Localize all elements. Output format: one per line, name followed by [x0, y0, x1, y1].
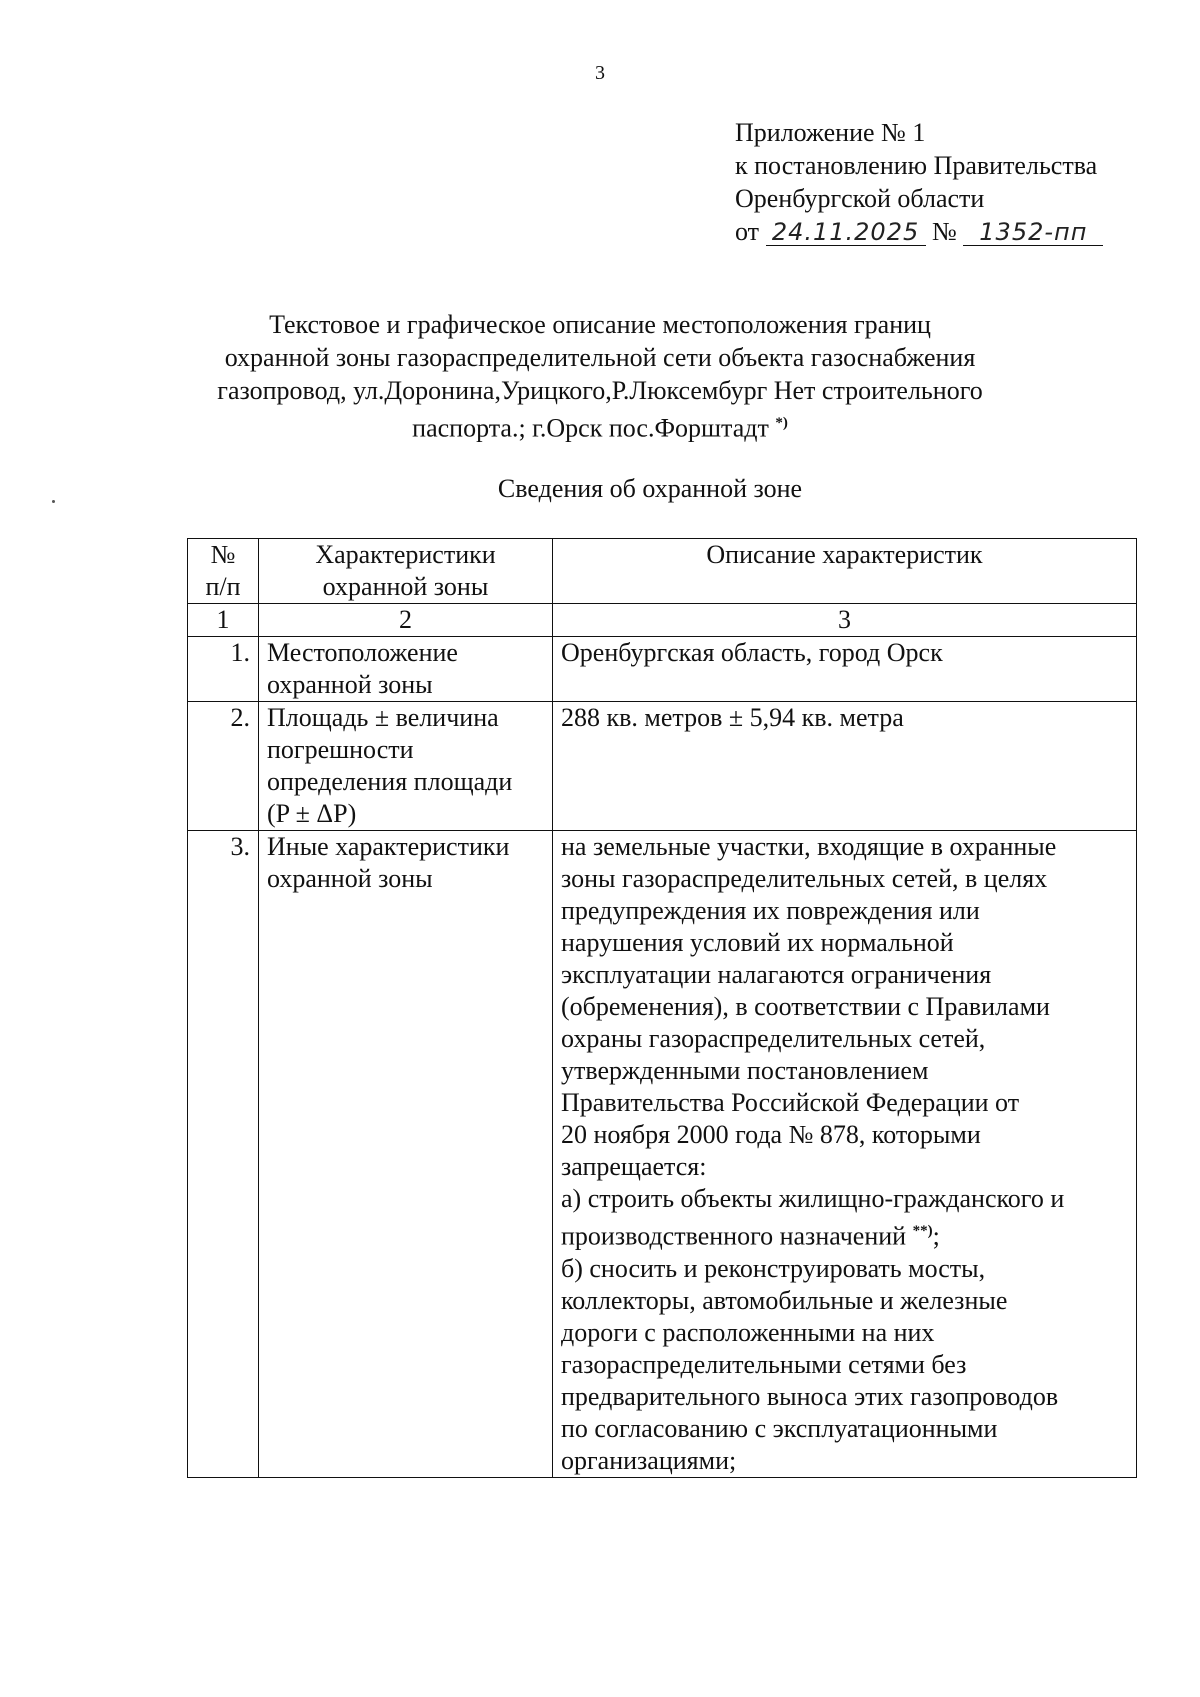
column-number: 3 — [553, 604, 1137, 637]
header-number: № п/п — [188, 539, 259, 604]
appendix-title: Приложение № 1 — [735, 118, 926, 147]
row-number: 1. — [188, 637, 259, 702]
header-row — [188, 539, 1137, 604]
column-number: 1 — [188, 604, 259, 637]
handwritten-number: 1352-пп — [963, 219, 1103, 246]
title-line: газопровод, ул.Доронина,Урицкого,Р.Люксембург Нет строительного — [217, 376, 983, 405]
number-prefix: № — [932, 217, 957, 246]
row-description: 288 кв. метров ± 5,94 кв. метра — [553, 702, 1137, 831]
footnote-mark: **) — [912, 1223, 933, 1239]
title-footnote-mark: *) — [775, 415, 788, 431]
appendix-reference: к постановлению Правительства — [735, 151, 1098, 180]
description-line-with-footnote: производственного назначений **); — [561, 1221, 940, 1251]
appendix-block — [735, 116, 1103, 248]
section-subtitle: Сведения об охранной зоне — [497, 474, 803, 503]
zone-table — [187, 538, 1137, 1478]
title-line: Текстовое и графическое описание местоположения границ — [269, 310, 931, 339]
table-row — [188, 637, 1137, 702]
header-characteristics: Характеристики охранной зоны — [259, 539, 553, 604]
table-row — [188, 831, 1137, 1478]
row-number: 3. — [188, 831, 259, 1478]
row-description: Оренбургская область, город Орск — [553, 637, 1137, 702]
title-line: охранной зоны газораспределительной сети объекта газоснабжения — [224, 343, 976, 372]
row-number: 2. — [188, 702, 259, 831]
date-prefix: от — [735, 217, 760, 246]
title-line-last: паспорта.; г.Орск пос.Форштадт *) — [412, 413, 788, 443]
document-title — [180, 308, 1020, 445]
handwritten-date: 24.11.2025 — [766, 219, 926, 246]
page-number: 3 — [595, 62, 605, 84]
header-description: Описание характеристик — [553, 539, 1137, 604]
appendix-region: Оренбургской области — [735, 184, 985, 213]
numbering-row — [188, 604, 1137, 637]
appendix-date-line — [735, 215, 1103, 248]
row-characteristic: Местоположение охранной зоны — [259, 637, 553, 702]
row-description: на земельные участки, входящие в охранные зоны газораспределительных сетей, в целях предупреждения их повреждения или нарушения условий их нормальной эксплуатации налагаются ограничения (обременения), в соответствии с Правилами охраны газораспределительных сетей, утвержденными постановлением Правительства Российской Федерации от 20 ноября 2000 года № 878, которыми запрещается: а) строить объекты жилищно-гражданского и производственного назначений **); б) сносить и реконструировать мосты, коллекторы, автомобильные и железные дороги с расположенными на них газораспределительными сетями без предварительного выноса этих газопроводов по согласованию с эксплуатационными организациями; — [553, 831, 1137, 1478]
row-characteristic: Площадь ± величина погрешности определения площади (P ± ΔP) — [259, 702, 553, 831]
row-characteristic: Иные характеристики охранной зоны — [259, 831, 553, 1478]
column-number: 2 — [259, 604, 553, 637]
table-row — [188, 702, 1137, 831]
